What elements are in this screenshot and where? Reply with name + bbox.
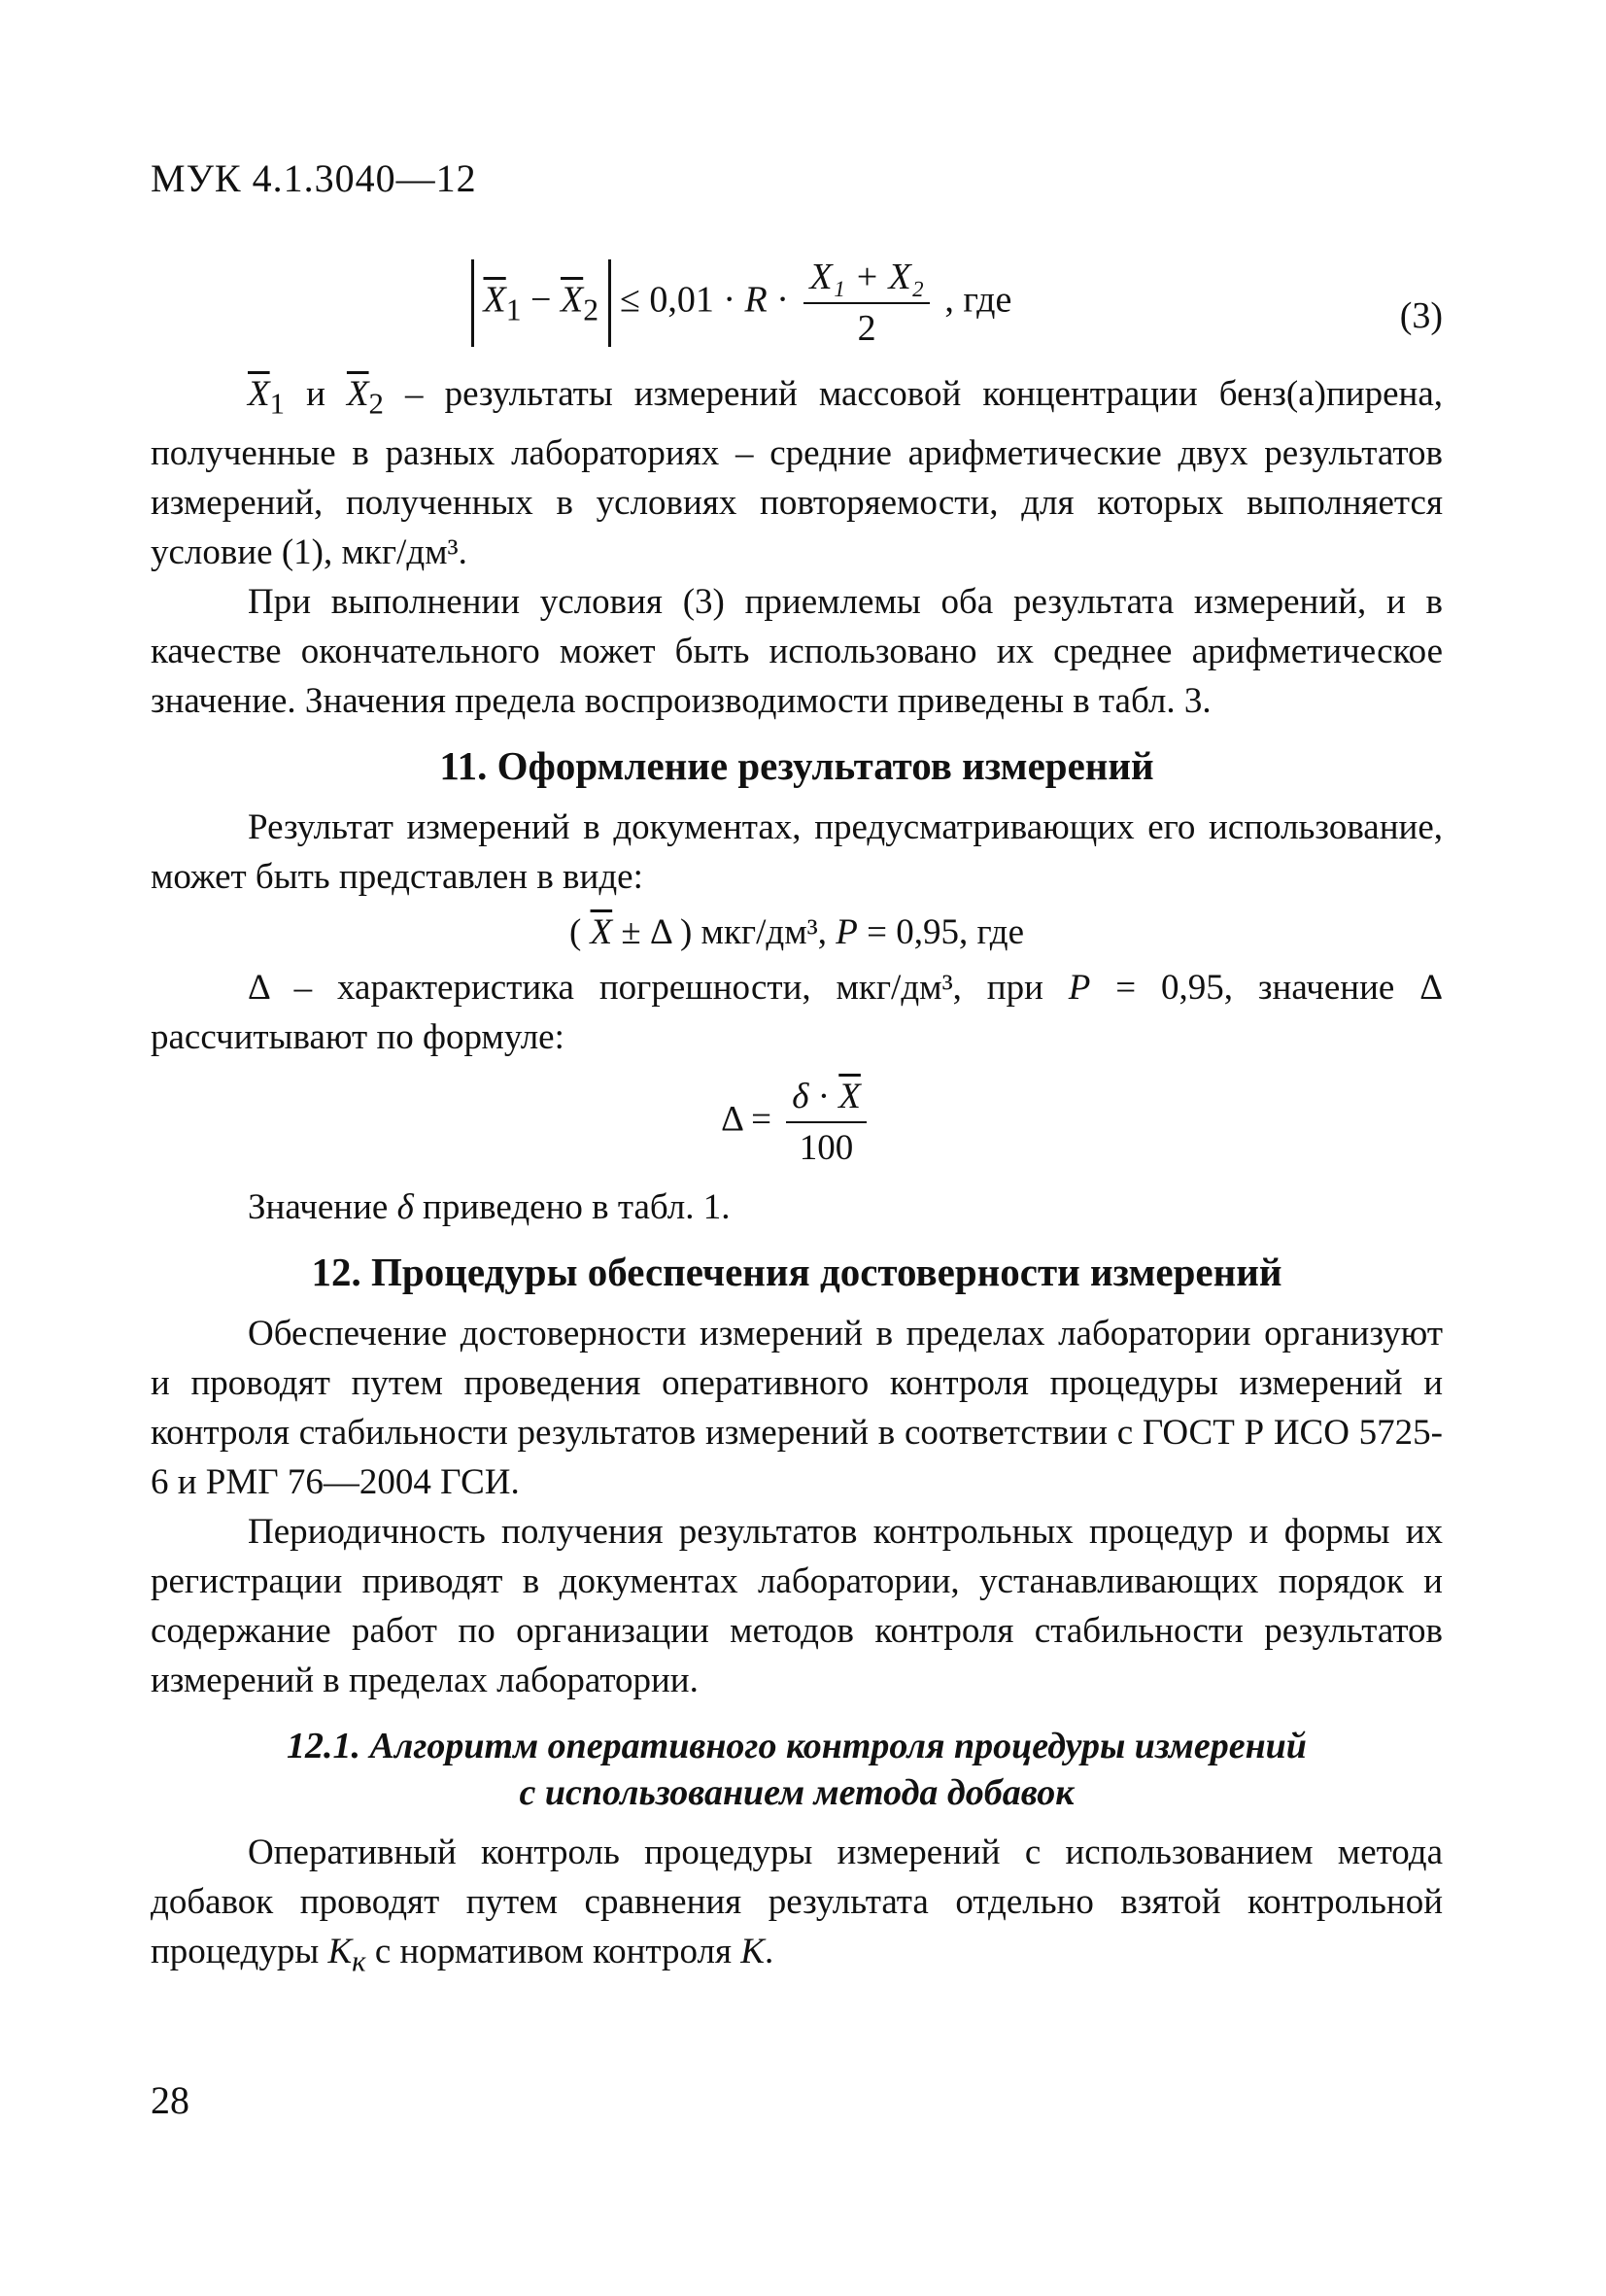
p1-x1-sub: 1 — [269, 387, 286, 421]
p1-x1: $\overline{X}$ — [248, 374, 270, 414]
delta-denominator: 100 — [799, 1128, 854, 1169]
s121-p1-k: K — [327, 1932, 353, 1972]
section-11-paragraph-2 — [151, 963, 1443, 1062]
section-11-heading: 11. Оформление результатов измерений — [439, 743, 1154, 789]
eq3-minus: − — [530, 279, 561, 321]
eq3-x2: $\overline{X}$ — [560, 279, 584, 321]
delta-formula-lhs: Δ = — [721, 1099, 781, 1140]
result-formula-p: P — [836, 912, 858, 953]
result-formula-open: ( — [568, 912, 591, 953]
page-body — [151, 253, 1443, 1987]
p1-text: – результаты измерений массовой концентрации бенз(а)пирена, полученные в разных лабораториях – средние арифметические двух результатов измерений, полученных в условиях повторяемости, для которых выполняется условие (1), мкг/дм³. — [151, 374, 1443, 573]
s121-p1-ksub: к — [352, 1944, 366, 1978]
abs-bar-left — [471, 259, 474, 347]
p1-x2: $\overline{X}$ — [346, 374, 369, 414]
delta-numerator — [786, 1072, 867, 1123]
equation-number: (3) — [1399, 295, 1443, 336]
result-formula-x: $\overline{X}$ — [590, 912, 613, 953]
s11-p3-b: приведено в табл. 1. — [413, 1187, 731, 1228]
delta-formula — [151, 1072, 1443, 1173]
section-12-1-paragraph-1 — [151, 1828, 1443, 1986]
eq3-dot: · — [767, 279, 799, 321]
section-11-paragraph-3 — [151, 1182, 1443, 1232]
s11-p3-d: δ — [396, 1187, 414, 1228]
equation-3-expression — [471, 253, 1011, 354]
delta-fraction — [786, 1072, 867, 1173]
document-code-header: МУК 4.1.3040—12 — [151, 156, 477, 200]
eq3-x1: $\overline{X}$ — [483, 279, 506, 321]
eq3-denominator: 2 — [857, 308, 876, 349]
page-number: 28 — [151, 2078, 189, 2122]
s121-p1-b: с нормативом контроля — [365, 1932, 741, 1972]
section-12-1-heading-line-2: с использованием метода добавок — [519, 1772, 1075, 1814]
delta-num-x: $\overline{X}$ — [838, 1077, 861, 1117]
p1-and: и — [285, 374, 347, 414]
eq3-numerator: X₁ + X₂ — [803, 253, 930, 304]
s11-p2-p: P — [1068, 968, 1091, 1009]
section-12-1-heading — [151, 1723, 1443, 1816]
eq3-x1-sub: 1 — [505, 292, 522, 327]
section-12-heading: 12. Процедуры обеспечения достоверности измерений — [311, 1250, 1282, 1295]
delta-num-dot: · — [808, 1077, 839, 1117]
abs-bar-right — [608, 259, 611, 347]
eq3-x2-sub: 2 — [583, 292, 599, 327]
result-formula-rest: ± Δ ) мкг/дм³, — [612, 912, 837, 953]
section-12-paragraph-1: Обеспечение достоверности измерений в пределах лаборатории организуют и проводят путем проведения оперативного контроля процедуры измерений и контроля стабильности результатов измерений в соответствии с ГОСТ Р ИСО 5725-6 и РМГ 76—2004 ГСИ. — [151, 1314, 1443, 1503]
result-formula — [151, 908, 1443, 957]
delta-num-d: δ — [792, 1077, 809, 1117]
eq3-R: R — [744, 279, 768, 321]
s121-p1-a: Оперативный контроль процедуры измерений с использованием метода добавок проводят путем сравнения результата отдельно взятой контрольной процедуры — [151, 1833, 1443, 1972]
section-11-paragraph-1: Результат измерений в документах, предусматривающих его использование, может быть представлен в виде: — [151, 807, 1443, 898]
s121-p1-k2: K — [740, 1932, 765, 1972]
eq3-fraction — [803, 253, 930, 354]
result-formula-tail: = 0,95, где — [857, 912, 1025, 953]
section-12-paragraph-2: Периодичность получения результатов контрольных процедур и формы их регистрации приводят в документах лаборатории, устанавливающих порядок и содержание работ по организации методов контроля стабильности результатов измерений в пределах лаборатории. — [151, 1512, 1443, 1701]
paragraph-results-definition — [151, 369, 1443, 577]
p1-x2-sub: 2 — [368, 387, 384, 421]
s121-p1-c: . — [764, 1932, 774, 1972]
s11-p3-a: Значение — [248, 1187, 397, 1228]
section-12-1-heading-line-1: 12.1. Алгоритм оперативного контроля процедуры измерений — [287, 1726, 1307, 1767]
paragraph-acceptability: При выполнении условия (3) приемлемы оба результата измерений, и в качестве окончательного может быть использовано их среднее арифметическое значение. Значения предела воспроизводимости приведены в табл. 3. — [151, 582, 1443, 722]
equation-3 — [151, 253, 1443, 369]
eq3-le: ≤ 0,01 · — [620, 279, 745, 321]
eq3-where: , где — [944, 279, 1012, 321]
s11-p2-b: = 0,95, значение Δ рассчитывают по формуле: — [151, 968, 1443, 1058]
s11-p2-a: Δ – характеристика погрешности, мкг/дм³, при — [248, 968, 1069, 1009]
